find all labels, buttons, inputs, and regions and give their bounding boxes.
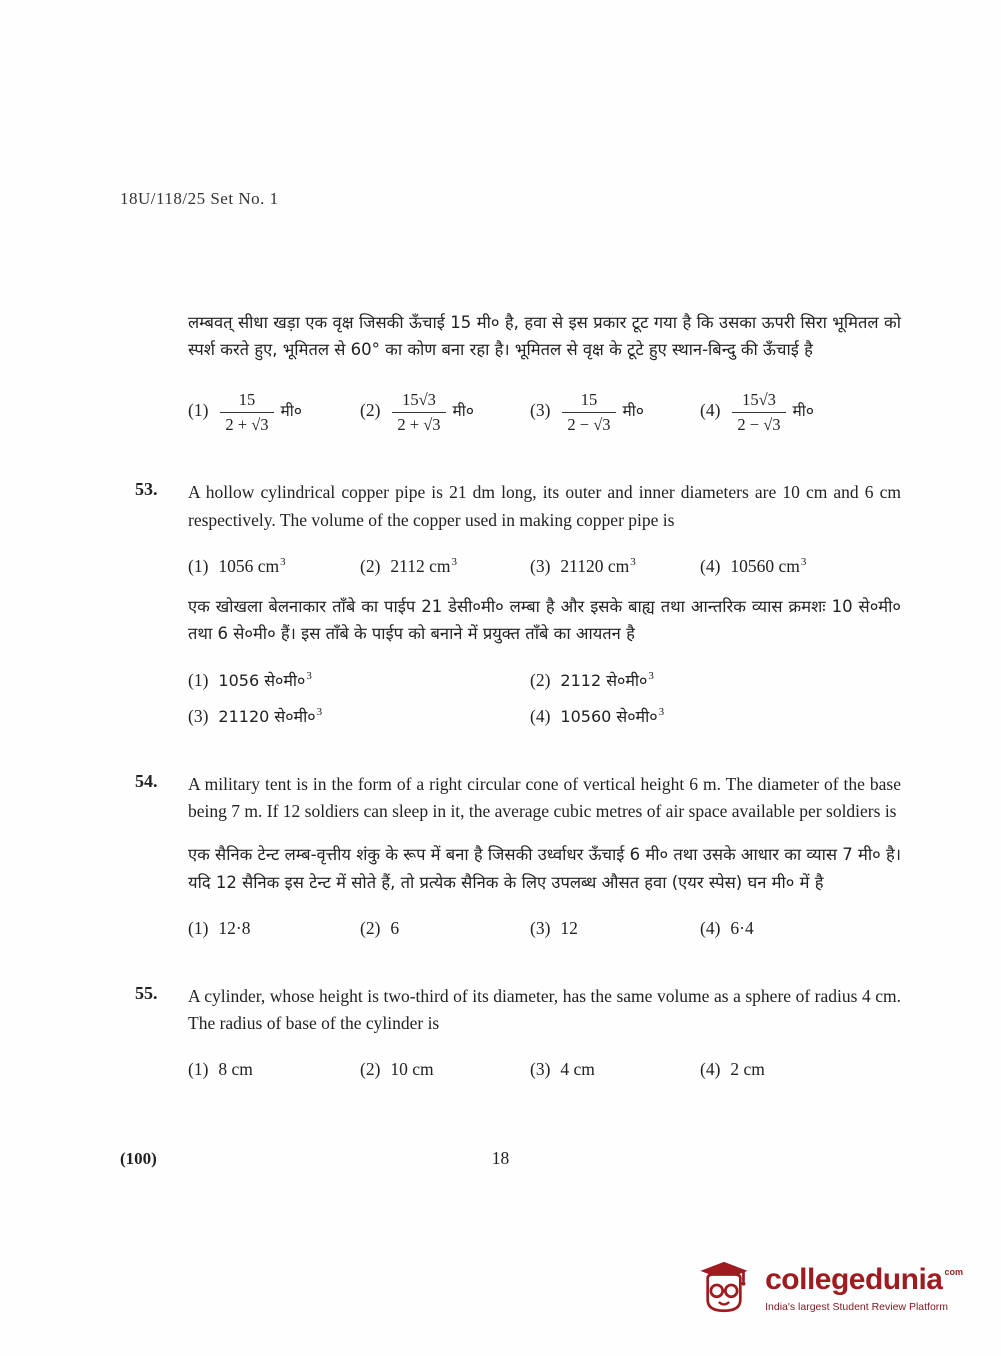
page-number: 18 <box>491 1148 510 1168</box>
collegedunia-mascot-icon <box>695 1260 753 1318</box>
option-2 <box>530 669 901 691</box>
option-4 <box>700 389 901 435</box>
option-value: 1056 से०मी० <box>218 671 306 691</box>
question-55 <box>135 983 901 1080</box>
option-unit: मी० <box>622 402 644 421</box>
question-54-options <box>188 918 901 939</box>
option-3 <box>530 389 700 435</box>
fraction-denominator: 2 + √3 <box>397 415 441 435</box>
option-value: 2 cm <box>730 1059 765 1080</box>
option-4 <box>700 556 901 577</box>
booklet-code: (100) <box>120 1149 157 1168</box>
option-label: (1) <box>188 400 209 421</box>
question-52 <box>135 309 901 435</box>
page-footer <box>0 1148 1001 1169</box>
option-label: (4) <box>700 400 721 421</box>
question-52-options <box>188 389 901 435</box>
option-1 <box>188 389 360 435</box>
option-value: 8 cm <box>218 1059 253 1080</box>
option-exponent: 3 <box>630 555 636 568</box>
option-1 <box>188 918 360 939</box>
question-53-english-text: A hollow cylindrical copper pipe is 21 dm long, its outer and inner diameters are 10 cm and 6 cm respectively. The volume of the copper used in making copper pipe is <box>188 482 901 530</box>
brand-name-row <box>765 1265 963 1295</box>
option-4 <box>700 918 901 939</box>
option-3 <box>530 918 700 939</box>
option-label: (1) <box>188 1059 209 1080</box>
option-label: (1) <box>188 917 209 938</box>
option-2 <box>360 918 530 939</box>
option-label: (3) <box>530 400 551 421</box>
option-1 <box>188 1059 360 1080</box>
option-value: 1056 cm <box>218 555 280 576</box>
question-52-hindi-text: लम्बवत् सीधा खड़ा एक वृक्ष जिसकी ऊँचाई 15 मी० है, हवा से इस प्रकार टूट गया है कि उसका ऊपरी सिरा भूमितल को स्पर्श करते हुए, भूमितल से 60° का कोण बना रहा है। भूमितल से वृक्ष के टूटे हुए स्थान-बिन्दु की ऊँचाई है <box>188 313 901 360</box>
option-value: 21120 cm <box>560 555 630 576</box>
option-label: (4) <box>700 555 721 576</box>
question-53-hindi-text: एक खोखला बेलनाकार ताँबे का पाईप 21 डेसी०मी० लम्बा है और इसके बाह्य तथा आन्तरिक व्यास क्रमशः 10 से०मी० तथा 6 से०मी० हैं। इस ताँबे के पाईप को बनाने में प्रयुक्त ताँबे का आयतन है <box>188 596 901 643</box>
option-value: 10 cm <box>390 1059 434 1080</box>
fraction-denominator: 2 + √3 <box>225 415 269 435</box>
option-value: 12·8 <box>218 917 251 938</box>
collegedunia-watermark <box>695 1260 963 1318</box>
question-55-number: 55. <box>135 982 158 1003</box>
option-value: 6 <box>390 917 400 938</box>
option-label: (1) <box>188 670 209 691</box>
option-2 <box>360 1059 530 1080</box>
fraction <box>732 389 785 435</box>
paper-header <box>0 0 1001 209</box>
question-55-options <box>188 1059 901 1080</box>
option-4 <box>530 705 901 727</box>
brand-suffix: com <box>944 1267 963 1277</box>
fraction <box>562 389 615 435</box>
option-2 <box>360 389 530 435</box>
option-unit: मी० <box>792 402 814 421</box>
option-3 <box>530 556 700 577</box>
option-label: (2) <box>360 917 381 938</box>
question-54-number: 54. <box>135 771 158 792</box>
option-label: (2) <box>530 670 551 691</box>
paper-code: 18U/118/25 Set No. 1 <box>120 189 279 208</box>
question-53-number: 53. <box>135 479 158 500</box>
option-value: 10560 cm <box>730 555 800 576</box>
option-exponent: 3 <box>648 670 654 683</box>
question-54 <box>135 771 901 939</box>
question-53 <box>135 479 901 727</box>
option-label: (4) <box>700 1059 721 1080</box>
option-label: (3) <box>530 917 551 938</box>
option-label: (4) <box>530 706 551 727</box>
paper-content <box>0 309 1001 1080</box>
fraction-numerator: 15√3 <box>732 389 785 413</box>
option-label: (3) <box>530 1059 551 1080</box>
option-label: (3) <box>530 555 551 576</box>
option-value: 2112 cm <box>390 555 451 576</box>
option-exponent: 3 <box>316 706 323 719</box>
option-exponent: 3 <box>658 706 665 719</box>
option-value: 12 <box>560 917 578 938</box>
option-label: (4) <box>700 917 721 938</box>
brand-tagline: India's largest Student Review Platform <box>765 1301 949 1313</box>
option-exponent: 3 <box>306 670 312 683</box>
option-1 <box>188 669 530 691</box>
option-value: 4 cm <box>560 1059 595 1080</box>
question-53-english-options <box>188 556 901 577</box>
option-3 <box>188 705 530 727</box>
question-55-body <box>188 983 901 1080</box>
fraction-denominator: 2 − √3 <box>737 415 781 435</box>
question-54-body <box>188 771 901 939</box>
question-53-hindi-options <box>188 669 901 727</box>
fraction-numerator: 15 <box>220 389 273 413</box>
option-label: (2) <box>360 1059 381 1080</box>
option-label: (3) <box>188 706 209 727</box>
question-54-english-text: A military tent is in the form of a right circular cone of vertical height 6 m. The diameter of the base being 7 m. If 12 soldiers can sleep in it, the average cubic metres of air space available per soldiers is <box>188 774 901 822</box>
option-value: 21120 से०मी० <box>218 707 316 727</box>
option-unit: मी० <box>280 402 302 421</box>
option-value: 6·4 <box>730 917 754 938</box>
fraction <box>392 389 445 435</box>
option-label: (2) <box>360 555 381 576</box>
option-label: (2) <box>360 400 381 421</box>
fraction-numerator: 15√3 <box>392 389 445 413</box>
brand-name: collegedunia <box>765 1263 943 1296</box>
option-3 <box>530 1059 700 1080</box>
fraction-numerator: 15 <box>562 389 615 413</box>
collegedunia-text-block <box>765 1265 963 1313</box>
option-label: (1) <box>188 555 209 576</box>
question-52-body <box>188 309 901 435</box>
option-exponent: 3 <box>451 555 458 568</box>
option-exponent: 3 <box>800 555 807 568</box>
option-unit: मी० <box>452 402 474 421</box>
option-4 <box>700 1059 901 1080</box>
option-exponent: 3 <box>280 555 286 568</box>
question-54-hindi-text: एक सैनिक टेन्ट लम्ब-वृत्तीय शंकु के रूप में बना है जिसकी उर्ध्वाधर ऊँचाई 6 मी० तथा उसके आधार का व्यास 7 मी० है। यदि 12 सैनिक इस टेन्ट में सोते हैं, तो प्रत्येक सैनिक के लिए उपलब्ध औसत हवा (एयर स्पेस) घन मी० में है <box>188 845 902 892</box>
option-value: 10560 से०मी० <box>560 707 658 727</box>
fraction <box>220 389 273 435</box>
question-55-english-text: A cylinder, whose height is two-third of its diameter, has the same volume as a sphere of radius 4 cm. The radius of base of the cylinder is <box>188 985 901 1033</box>
fraction-denominator: 2 − √3 <box>567 415 611 435</box>
option-value: 2112 से०मी० <box>560 671 648 691</box>
option-1 <box>188 556 360 577</box>
option-2 <box>360 556 530 577</box>
question-53-body <box>188 479 901 727</box>
